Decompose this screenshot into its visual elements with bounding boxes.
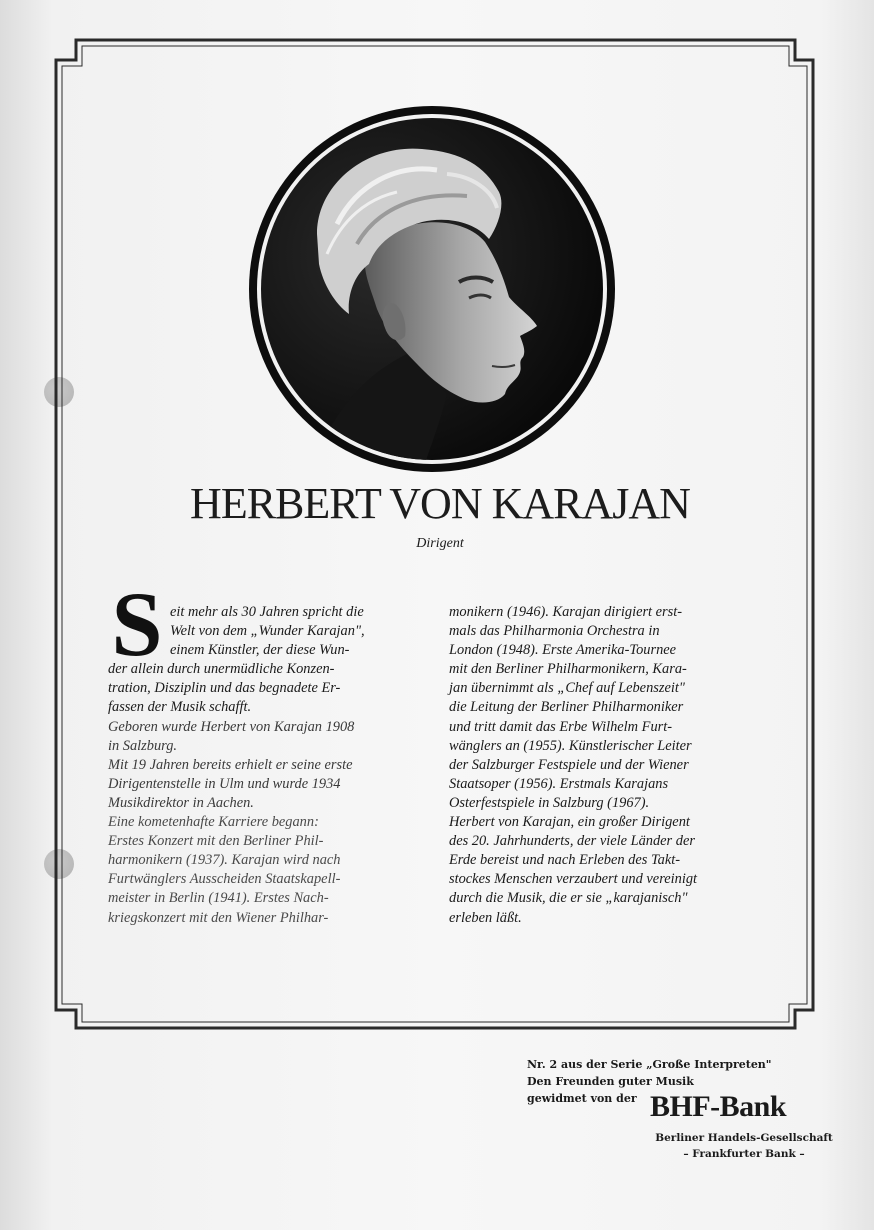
text-line: Staatsoper (1956). Erstmals Karajans [449,775,669,792]
page-subtitle: Dirigent [416,536,464,551]
text-line: fassen der Musik schafft. [108,699,252,716]
text-line: monikern (1946). Karajan dirigiert erst- [449,604,683,620]
text-line: meister in Berlin (1941). Erstes Nach- [108,890,329,907]
text-line: Dirigentenstelle in Ulm und wurde 1934 [108,775,341,792]
text-line: wänglers an (1955). Künstlerischer Leiter [449,737,692,754]
credit-line-1: Nr. 2 aus der Serie „Große Interpreten" [527,1058,772,1071]
text-line: Erde bereist und nach Erleben des Takt- [449,852,681,869]
text-line: mit den Berliner Philharmonikern, Kara- [449,661,687,678]
text-line: Erstes Konzert mit den Berliner Phil- [108,833,324,850]
text-line: und tritt damit das Erbe Wilhelm Furt- [449,718,673,735]
bank-sub-line-1: Berliner Handels-Gesellschaft [655,1132,833,1144]
text-line: Welt von dem „Wunder Karajan", [170,623,365,640]
text-line: einem Künstler, der diese Wun- [170,642,350,659]
bank-sub-line-2: – Frankfurter Bank – [683,1148,805,1160]
text-line: eit mehr als 30 Jahren spricht die [170,604,364,620]
bank-logo: BHF-Bank [650,1090,787,1123]
text-line: Eine kometenhafte Karriere begann: [108,814,319,831]
page-title: HERBERT VON KARAJAN [190,479,690,528]
text-line: Osterfestspiele in Salzburg (1967). [449,794,650,811]
credit-line-2: Den Freunden guter Musik [527,1075,694,1088]
text-line: London (1948). Erste Amerika-Tournee [449,642,677,659]
text-line: mals das Philharmonia Orchestra in [449,623,660,640]
text-line: des 20. Jahrhunderts, der viele Länder der [449,833,695,850]
credit-line-3: gewidmet von der [527,1092,637,1105]
text-line: jan übernimmt als „Chef auf Lebenszeit" [449,680,685,697]
text-line: die Leitung der Berliner Philharmoniker [449,699,684,716]
text-line: tration, Disziplin und das begnadete Er- [108,680,341,697]
text-line: in Salzburg. [108,737,178,754]
bank-subtitle [644,1130,844,1162]
text-line: der allein durch unermüdliche Konzen- [108,661,335,678]
dropcap-letter: S [111,585,163,663]
text-line: durch die Musik, die er sie „karajanisch" [449,890,688,907]
text-line: kriegskonzert mit den Wiener Philhar- [108,909,329,926]
conductor-portrait-icon [247,104,617,474]
article-column-right [449,603,783,928]
text-line: Herbert von Karajan, ein großer Dirigent [449,814,690,831]
text-line: Furtwänglers Ausscheiden Staatskapell- [108,871,341,888]
text-line: Musikdirektor in Aachen. [108,794,254,811]
text-line: Geboren wurde Herbert von Karajan 1908 [108,718,355,735]
text-line: Mit 19 Jahren bereits erhielt er seine erste [108,756,353,773]
text-line: stockes Menschen verzaubert und vereinigt [449,871,698,888]
text-line: erleben läßt. [449,909,522,926]
text-line: der Salzburger Festspiele und der Wiener [449,756,689,773]
text-line: harmonikern (1937). Karajan wird nach [108,852,341,869]
article-column-left [108,603,420,928]
